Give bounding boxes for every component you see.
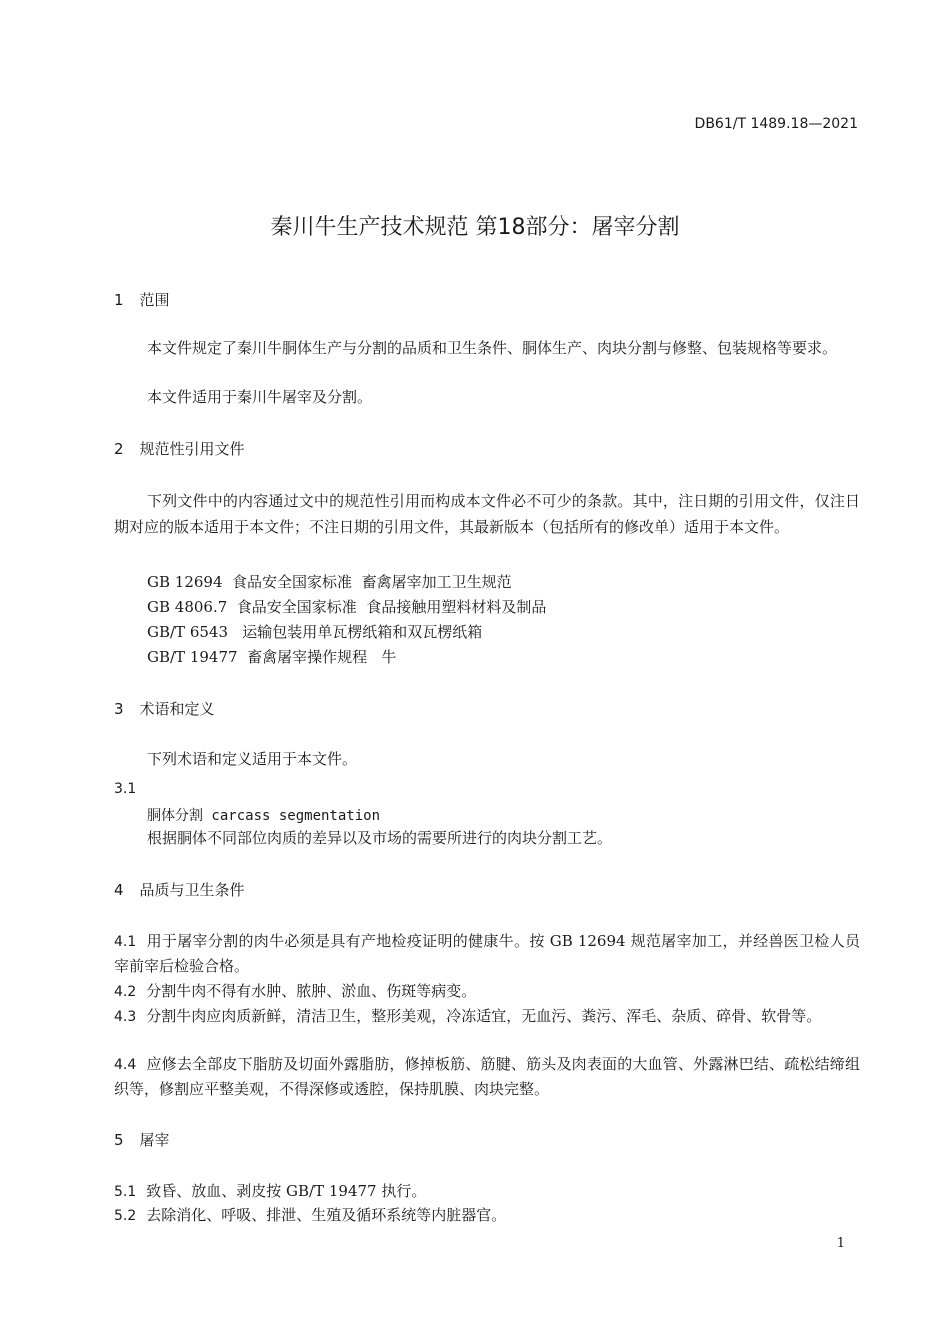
- section-number: 1: [114, 291, 124, 309]
- clause-text: 分割牛肉不得有水肿、脓肿、淤血、伤斑等病变。: [146, 982, 477, 1000]
- clause-5-1: [114, 1179, 860, 1204]
- reference-item: GB 4806.7 食品安全国家标准 食品接触用塑料材料及制品: [147, 598, 547, 616]
- paragraph: 本文件适用于秦川牛屠宰及分割。: [147, 388, 373, 406]
- clause-number: 4.4: [114, 1057, 137, 1073]
- section-number: 4: [114, 881, 124, 899]
- term-number: 3.1: [114, 781, 137, 797]
- clause-4-2: [114, 979, 860, 1004]
- section-title: 术语和定义: [139, 700, 215, 718]
- section-number: 3: [114, 700, 124, 718]
- clause-text: 去除消化、呼吸、排泄、生殖及循环系统等内脏器官。: [146, 1206, 507, 1224]
- clause-4-4: [114, 1052, 860, 1101]
- section-title: 屠宰: [139, 1131, 170, 1149]
- section-title: 规范性引用文件: [139, 440, 245, 458]
- clause-5-2: [114, 1203, 860, 1228]
- clause-number: 4.3: [114, 1009, 137, 1025]
- term-name: 胴体分割 carcass segmentation: [147, 808, 381, 824]
- term-definition: 根据胴体不同部位肉质的差异以及市场的需要所进行的肉块分割工艺。: [147, 829, 613, 847]
- clause-number: 4.2: [114, 984, 137, 1000]
- section-1-heading: [114, 289, 170, 310]
- clause-number: 5.1: [114, 1184, 137, 1200]
- clause-4-3: [114, 1004, 860, 1029]
- clause-number: 5.2: [114, 1208, 137, 1224]
- clause-4-1: [114, 929, 860, 978]
- clause-text: 致昏、放血、剥皮按 GB/T 19477 执行。: [146, 1182, 427, 1200]
- reference-item: GB/T 6543 运输包装用单瓦楞纸箱和双瓦楞纸箱: [147, 623, 483, 641]
- section-title: 品质与卫生条件: [139, 881, 245, 899]
- clause-number: 4.1: [114, 934, 137, 950]
- section-3-heading: [114, 698, 215, 719]
- document-title: 秦川牛生产技术规范 第18部分：屠宰分割: [270, 215, 680, 240]
- reference-item: GB/T 19477 畜禽屠宰操作规程 牛: [147, 648, 397, 666]
- reference-item: GB 12694 食品安全国家标准 畜禽屠宰加工卫生规范: [147, 573, 512, 591]
- document-code: DB61/T 1489.18—2021: [694, 116, 858, 132]
- section-5-heading: [114, 1129, 170, 1150]
- section-4-heading: [114, 879, 245, 900]
- clause-text: 分割牛肉应肉质新鲜，清洁卫生，整形美观，冷冻适宜，无血污、粪污、浑毛、杂质、碎骨、软骨等。: [146, 1007, 822, 1025]
- section-title: 范围: [139, 291, 170, 309]
- paragraph: 本文件规定了秦川牛胴体生产与分割的品质和卫生条件、胴体生产、肉块分割与修整、包装规格等要求。: [147, 339, 838, 357]
- page-number: 1: [836, 1236, 845, 1251]
- section-number: 2: [114, 440, 124, 458]
- clause-text: 用于屠宰分割的肉牛必须是具有产地检疫证明的健康牛。按 GB 12694 规范屠宰加工，并经兽医卫检人员宰前宰后检验合格。: [114, 932, 860, 975]
- section-2-heading: [114, 438, 245, 459]
- section-number: 5: [114, 1131, 124, 1149]
- paragraph: 下列文件中的内容通过文中的规范性引用而构成本文件必不可少的条款。其中，注日期的引用文件，仅注日期对应的版本适用于本文件；不注日期的引用文件，其最新版本（包括所有的修改单）适用于本文件。: [114, 492, 860, 536]
- paragraph: 下列术语和定义适用于本文件。: [147, 750, 358, 768]
- clause-text: 应修去全部皮下脂肪及切面外露脂肪，修掉板筋、筋腱、筋头及肉表面的大血管、外露淋巴结、疏松结缔组织等，修割应平整美观，不得深修或透腔，保持肌膜、肉块完整。: [114, 1055, 860, 1098]
